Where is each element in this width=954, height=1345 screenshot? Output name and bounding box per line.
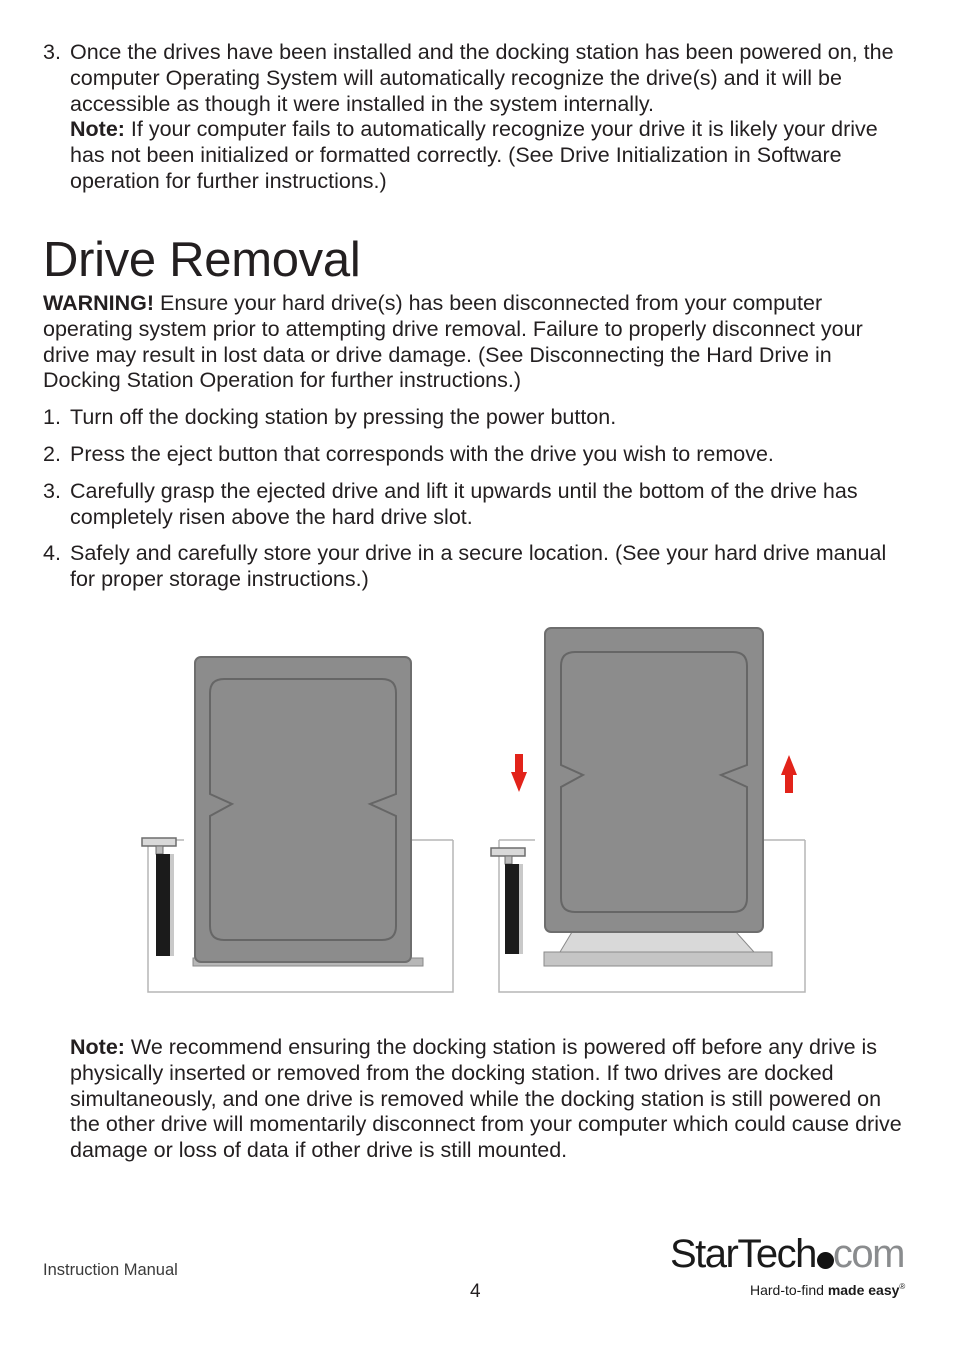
- list-item-step-4: [43, 541, 913, 593]
- warning-label: WARNING!: [43, 291, 155, 315]
- footer-doc-type: Instruction Manual: [43, 1261, 178, 1279]
- logo-dot-icon: [817, 1252, 834, 1269]
- drive-inserted-illustration: [142, 657, 453, 992]
- warning-text: Ensure your hard drive(s) has been disconnected from your computer operating system prior to attempting drive removal. Failure to properly disconnect your drive may result in lost data or drive damage. (See Disconnecting the Hard Drive in Docking Station Operation for further instructions.): [43, 291, 863, 393]
- section-heading: Drive Removal: [43, 233, 361, 287]
- list-number: 3.: [43, 479, 61, 503]
- logo-wordmark: [670, 1232, 904, 1276]
- list-text: [70, 40, 913, 195]
- drive-removal-figure: [138, 622, 818, 1002]
- list-number: 2.: [43, 442, 61, 466]
- step-text: Once the drives have been installed and the docking station has been powered on, the computer Operating System will automatically recognize the drive(s) and it will be accessible as though it were installed in the system internally.: [70, 40, 894, 116]
- note-paragraph: [70, 1035, 910, 1164]
- drive-ejected-illustration: [491, 628, 805, 992]
- page-number: 4: [470, 1281, 481, 1302]
- warning-paragraph: [43, 291, 913, 394]
- tagline-bold: made easy: [827, 1282, 900, 1298]
- tagline-regular: Hard-to-find: [750, 1282, 828, 1298]
- logo-tagline: [750, 1282, 905, 1298]
- list-item-step-3: [43, 479, 913, 531]
- list-text: Press the eject button that corresponds with the drive you wish to remove.: [70, 442, 774, 466]
- list-item-step-3-connect: [43, 40, 913, 195]
- list-text: Turn off the docking station by pressing the power button.: [70, 405, 617, 429]
- list-item-step-1: [43, 405, 913, 431]
- list-text: Carefully grasp the ejected drive and lift it upwards until the bottom of the drive has completely risen above the hard drive slot.: [70, 479, 858, 529]
- list-number: 3.: [43, 40, 61, 64]
- note-text: We recommend ensuring the docking station is powered off before any drive is physically inserted or removed from the docking station. If two drives are docked simultaneously, and one drive is removed while the docking station is still powered on the other drive will momentarily disconnect from your computer which could cause drive damage or loss of data if other drive is still mounted.: [70, 1035, 902, 1163]
- list-text: Safely and carefully store your drive in a secure location. (See your hard drive manual for proper storage instructions.): [70, 541, 887, 591]
- logo-text-com: com: [832, 1232, 904, 1276]
- registered-mark: ®: [899, 1282, 906, 1291]
- logo-text-main: StarTech: [670, 1232, 816, 1276]
- list-number: 1.: [43, 405, 61, 429]
- note-text: If your computer fails to automatically recognize your drive it is likely your drive has not been initialized or formatted correctly. (See Drive Initialization in Software operation for further instructions.): [70, 117, 878, 193]
- down-arrow-icon: [511, 754, 527, 792]
- note-label: Note:: [70, 1035, 125, 1059]
- list-number: 4.: [43, 541, 61, 565]
- up-arrow-icon: [781, 755, 797, 793]
- note-label: Note:: [70, 117, 125, 142]
- list-item-step-2: [43, 442, 913, 468]
- startech-logo: [670, 1232, 906, 1298]
